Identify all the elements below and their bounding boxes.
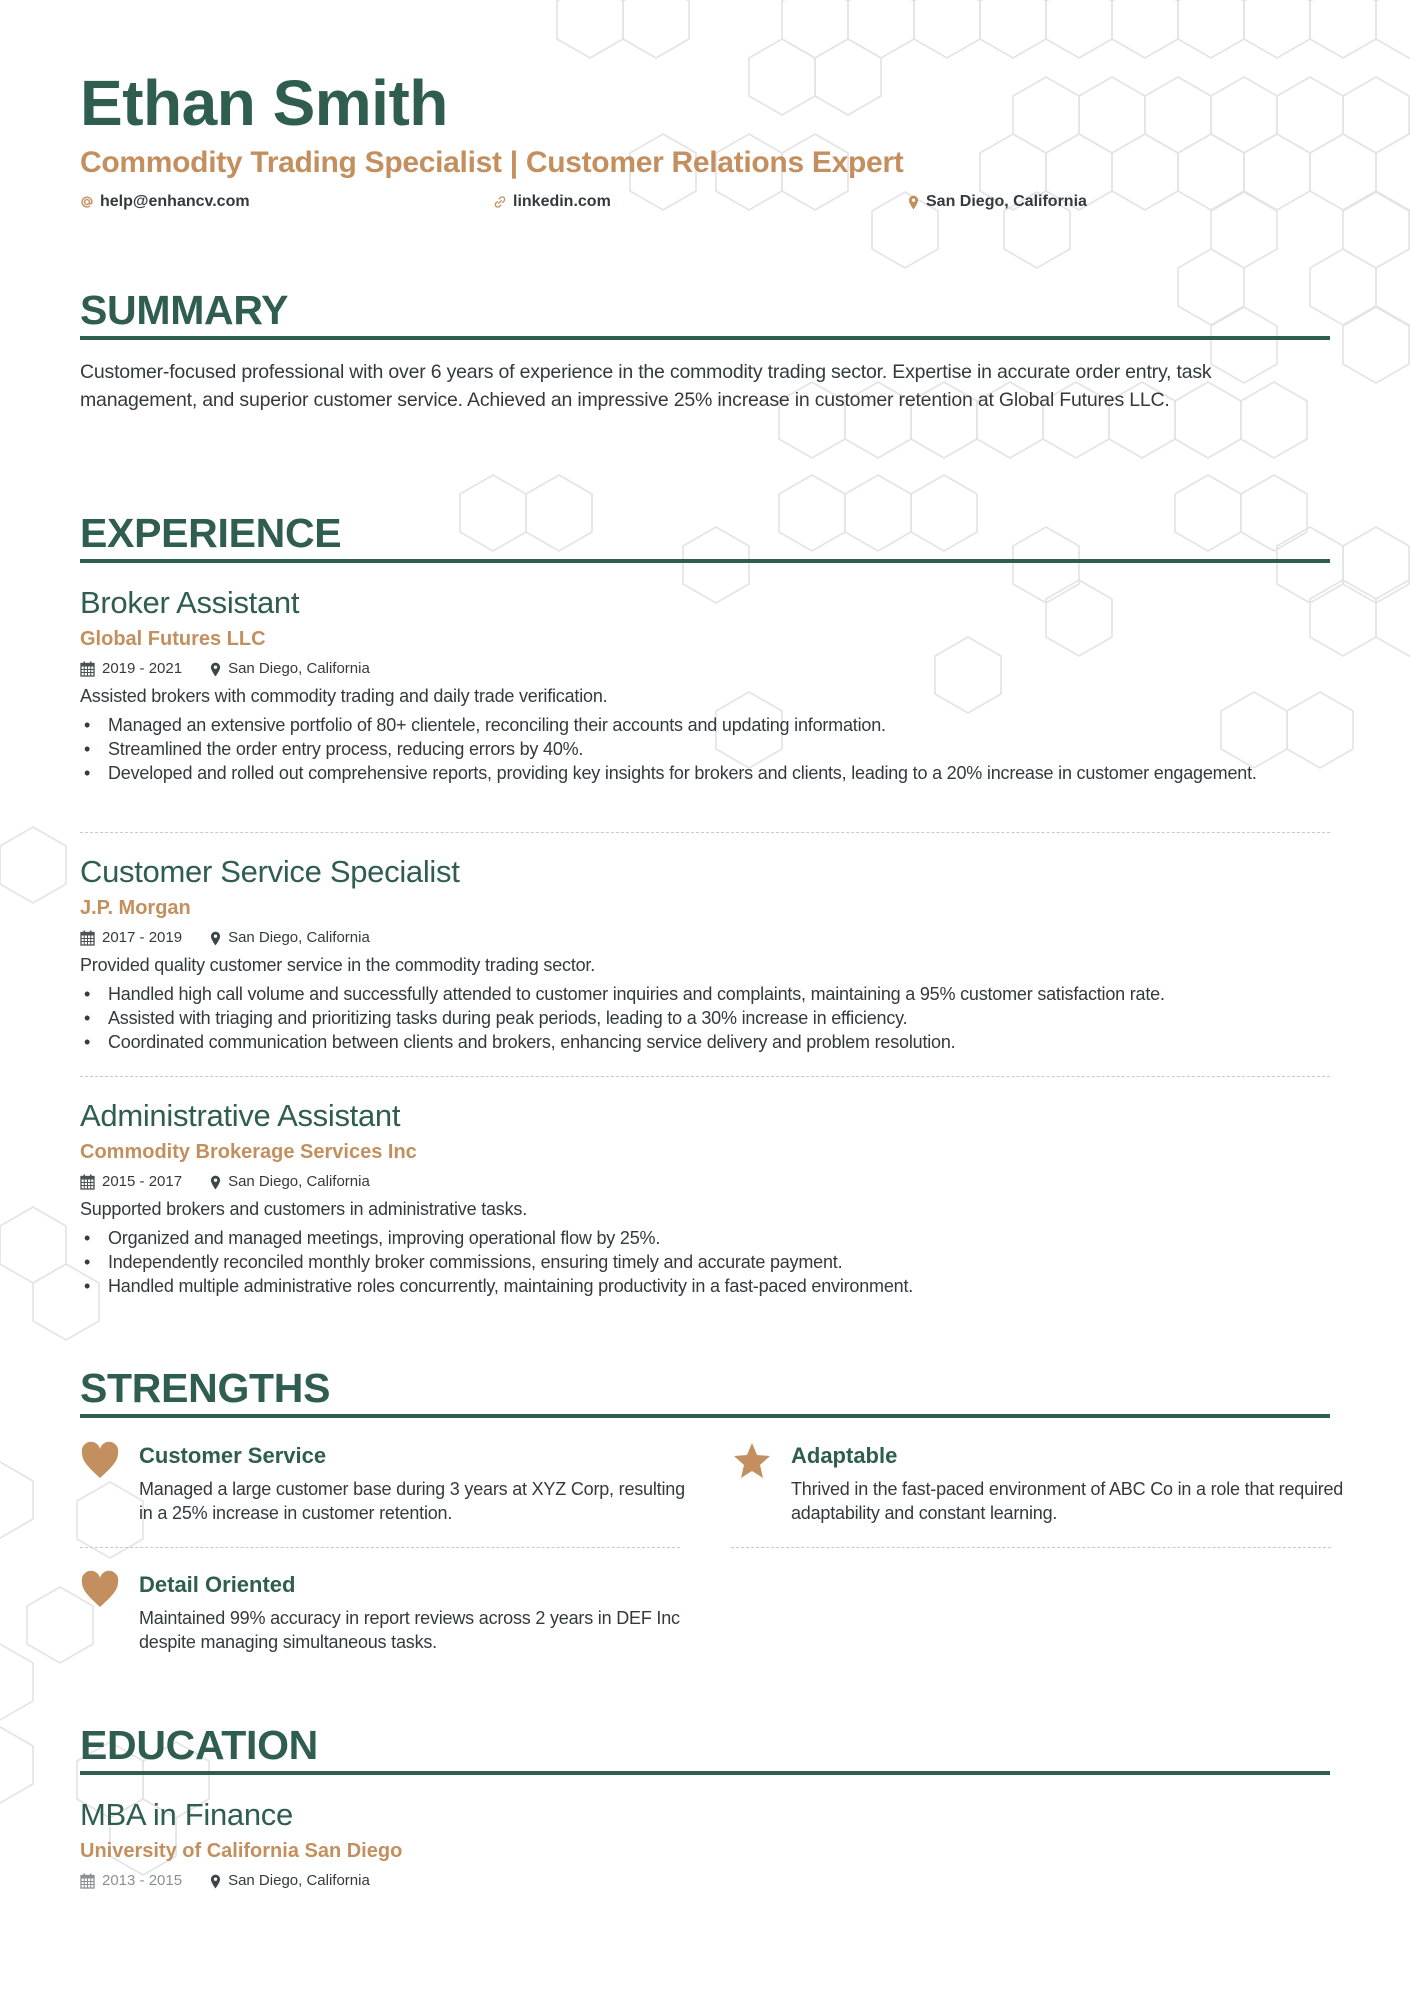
education-entry	[80, 1796, 1330, 1892]
contact-location	[906, 193, 1087, 211]
job-bullets	[80, 1226, 1330, 1298]
location-pin-icon	[210, 1874, 221, 1889]
section-divider	[80, 1414, 1330, 1418]
summary-text: Customer-focused professional with over 6 years of experience in the commodity trading sector. Expertise in accurate order entry, task management, and superior customer service. Achieved an impressive 25% increase in customer retention at Global Futures LLC.	[80, 361, 1212, 411]
contact-linkedin[interactable]	[493, 193, 611, 211]
job-bullets	[80, 713, 1330, 785]
summary-heading: SUMMARY	[80, 287, 289, 333]
job-location	[210, 927, 370, 949]
job-dates	[80, 927, 182, 949]
strengths-heading: STRENGTHS	[80, 1365, 331, 1411]
company-name: Global Futures LLC	[80, 628, 266, 650]
job-location	[210, 658, 370, 680]
job-description: Provided quality customer service in the commodity trading sector.	[80, 955, 596, 975]
location-pin-icon	[210, 1175, 221, 1190]
strength-divider	[80, 1547, 680, 1548]
bullet-item: • Assisted with triaging and prioritizing tasks during peak periods, leading to a 30% increase in efficiency.	[80, 1006, 1330, 1030]
job-description: Assisted brokers with commodity trading and daily trade verification.	[80, 686, 608, 706]
company-name: Commodity Brokerage Services Inc	[80, 1141, 417, 1163]
calendar-icon	[80, 661, 95, 677]
job-location-text: San Diego, California	[228, 929, 370, 946]
section-divider	[80, 559, 1330, 563]
experience-heading: EXPERIENCE	[80, 510, 342, 556]
education-dates	[80, 1870, 182, 1892]
bullet-item: • Handled multiple administrative roles concurrently, maintaining productivity in a fast-paced environment.	[80, 1274, 1330, 1298]
location-pin-icon	[906, 195, 920, 210]
education-dates-text: 2013 - 2015	[102, 1872, 183, 1889]
strength-description: Managed a large customer base during 3 years at XYZ Corp, resulting in a 25% increase in customer retention.	[139, 1479, 685, 1523]
calendar-icon	[80, 1174, 95, 1190]
candidate-name: Ethan Smith	[80, 67, 448, 139]
contact-location-text: San Diego, California	[926, 193, 1087, 210]
section-divider	[80, 336, 1330, 340]
strength-description: Thrived in the fast-paced environment of ABC Co in a role that required adaptability and constant learning.	[791, 1479, 1344, 1523]
strength-divider	[731, 1547, 1331, 1548]
education-section	[80, 1721, 1330, 1775]
job-meta	[80, 1171, 1330, 1193]
education-location	[210, 1870, 370, 1892]
strength-description: Maintained 99% accuracy in report reviews across 2 years in DEF Inc despite managing simultaneous tasks.	[139, 1608, 680, 1652]
contact-linkedin-text: linkedin.com	[513, 193, 611, 210]
job-dates	[80, 658, 182, 680]
calendar-icon	[80, 1873, 95, 1889]
strength-name: Customer Service	[139, 1443, 327, 1468]
experience-section	[80, 509, 1330, 563]
bullet-item: • Managed an extensive portfolio of 80+ clientele, reconciling their accounts and updating information.	[80, 713, 1330, 737]
job-location-text: San Diego, California	[228, 1173, 370, 1190]
education-location-text: San Diego, California	[228, 1872, 370, 1889]
bullet-item: • Independently reconciled monthly broker commissions, ensuring timely and accurate payment.	[80, 1250, 1330, 1274]
contact-email[interactable]	[80, 193, 250, 211]
heart-icon	[80, 1441, 120, 1481]
location-pin-icon	[210, 662, 221, 677]
job-meta	[80, 658, 1330, 680]
job-meta	[80, 927, 1330, 949]
job-title: Administrative Assistant	[80, 1098, 401, 1133]
star-icon	[732, 1441, 772, 1481]
job-entry	[80, 1097, 1330, 1298]
bullet-item: • Organized and managed meetings, improving operational flow by 25%.	[80, 1226, 1330, 1250]
strengths-section	[80, 1364, 1330, 1418]
job-dates	[80, 1171, 182, 1193]
job-bullets	[80, 982, 1330, 1054]
job-dates-text: 2017 - 2019	[102, 929, 183, 946]
bullet-item: • Developed and rolled out comprehensive reports, providing key insights for brokers and clients, leading to a 20% increase in customer engagement.	[80, 761, 1330, 785]
job-location-text: San Diego, California	[228, 660, 370, 677]
candidate-title: Commodity Trading Specialist | Customer Relations Expert	[80, 146, 904, 179]
location-pin-icon	[210, 931, 221, 946]
bullet-item: • Streamlined the order entry process, reducing errors by 40%.	[80, 737, 1330, 761]
strength-name: Adaptable	[791, 1443, 898, 1468]
bullet-item: • Coordinated communication between clients and brokers, enhancing service delivery and problem resolution.	[80, 1030, 1330, 1054]
job-title: Customer Service Specialist	[80, 854, 460, 889]
job-title: Broker Assistant	[80, 585, 300, 620]
summary-section	[80, 286, 1330, 414]
contact-email-text: help@enhancv.com	[100, 193, 250, 210]
company-name: J.P. Morgan	[80, 897, 191, 919]
job-entry	[80, 853, 1330, 1054]
section-divider	[80, 1771, 1330, 1775]
at-icon	[80, 195, 94, 209]
job-divider	[80, 1076, 1330, 1077]
job-entry	[80, 584, 1330, 785]
calendar-icon	[80, 930, 95, 946]
education-heading: EDUCATION	[80, 1722, 318, 1768]
school-name: University of California San Diego	[80, 1840, 403, 1862]
job-divider	[80, 832, 1330, 833]
degree-title: MBA in Finance	[80, 1797, 293, 1832]
bullet-item: • Handled high call volume and successfully attended to customer inquiries and complaints, maintaining a 95% customer satisfaction rate.	[80, 982, 1330, 1006]
education-meta	[80, 1870, 1330, 1892]
job-dates-text: 2019 - 2021	[102, 660, 183, 677]
job-description: Supported brokers and customers in administrative tasks.	[80, 1199, 528, 1219]
heart-icon	[80, 1570, 120, 1610]
job-dates-text: 2015 - 2017	[102, 1173, 183, 1190]
link-icon	[493, 195, 507, 209]
strength-name: Detail Oriented	[139, 1572, 296, 1597]
contact-bar	[80, 193, 1330, 217]
job-location	[210, 1171, 370, 1193]
